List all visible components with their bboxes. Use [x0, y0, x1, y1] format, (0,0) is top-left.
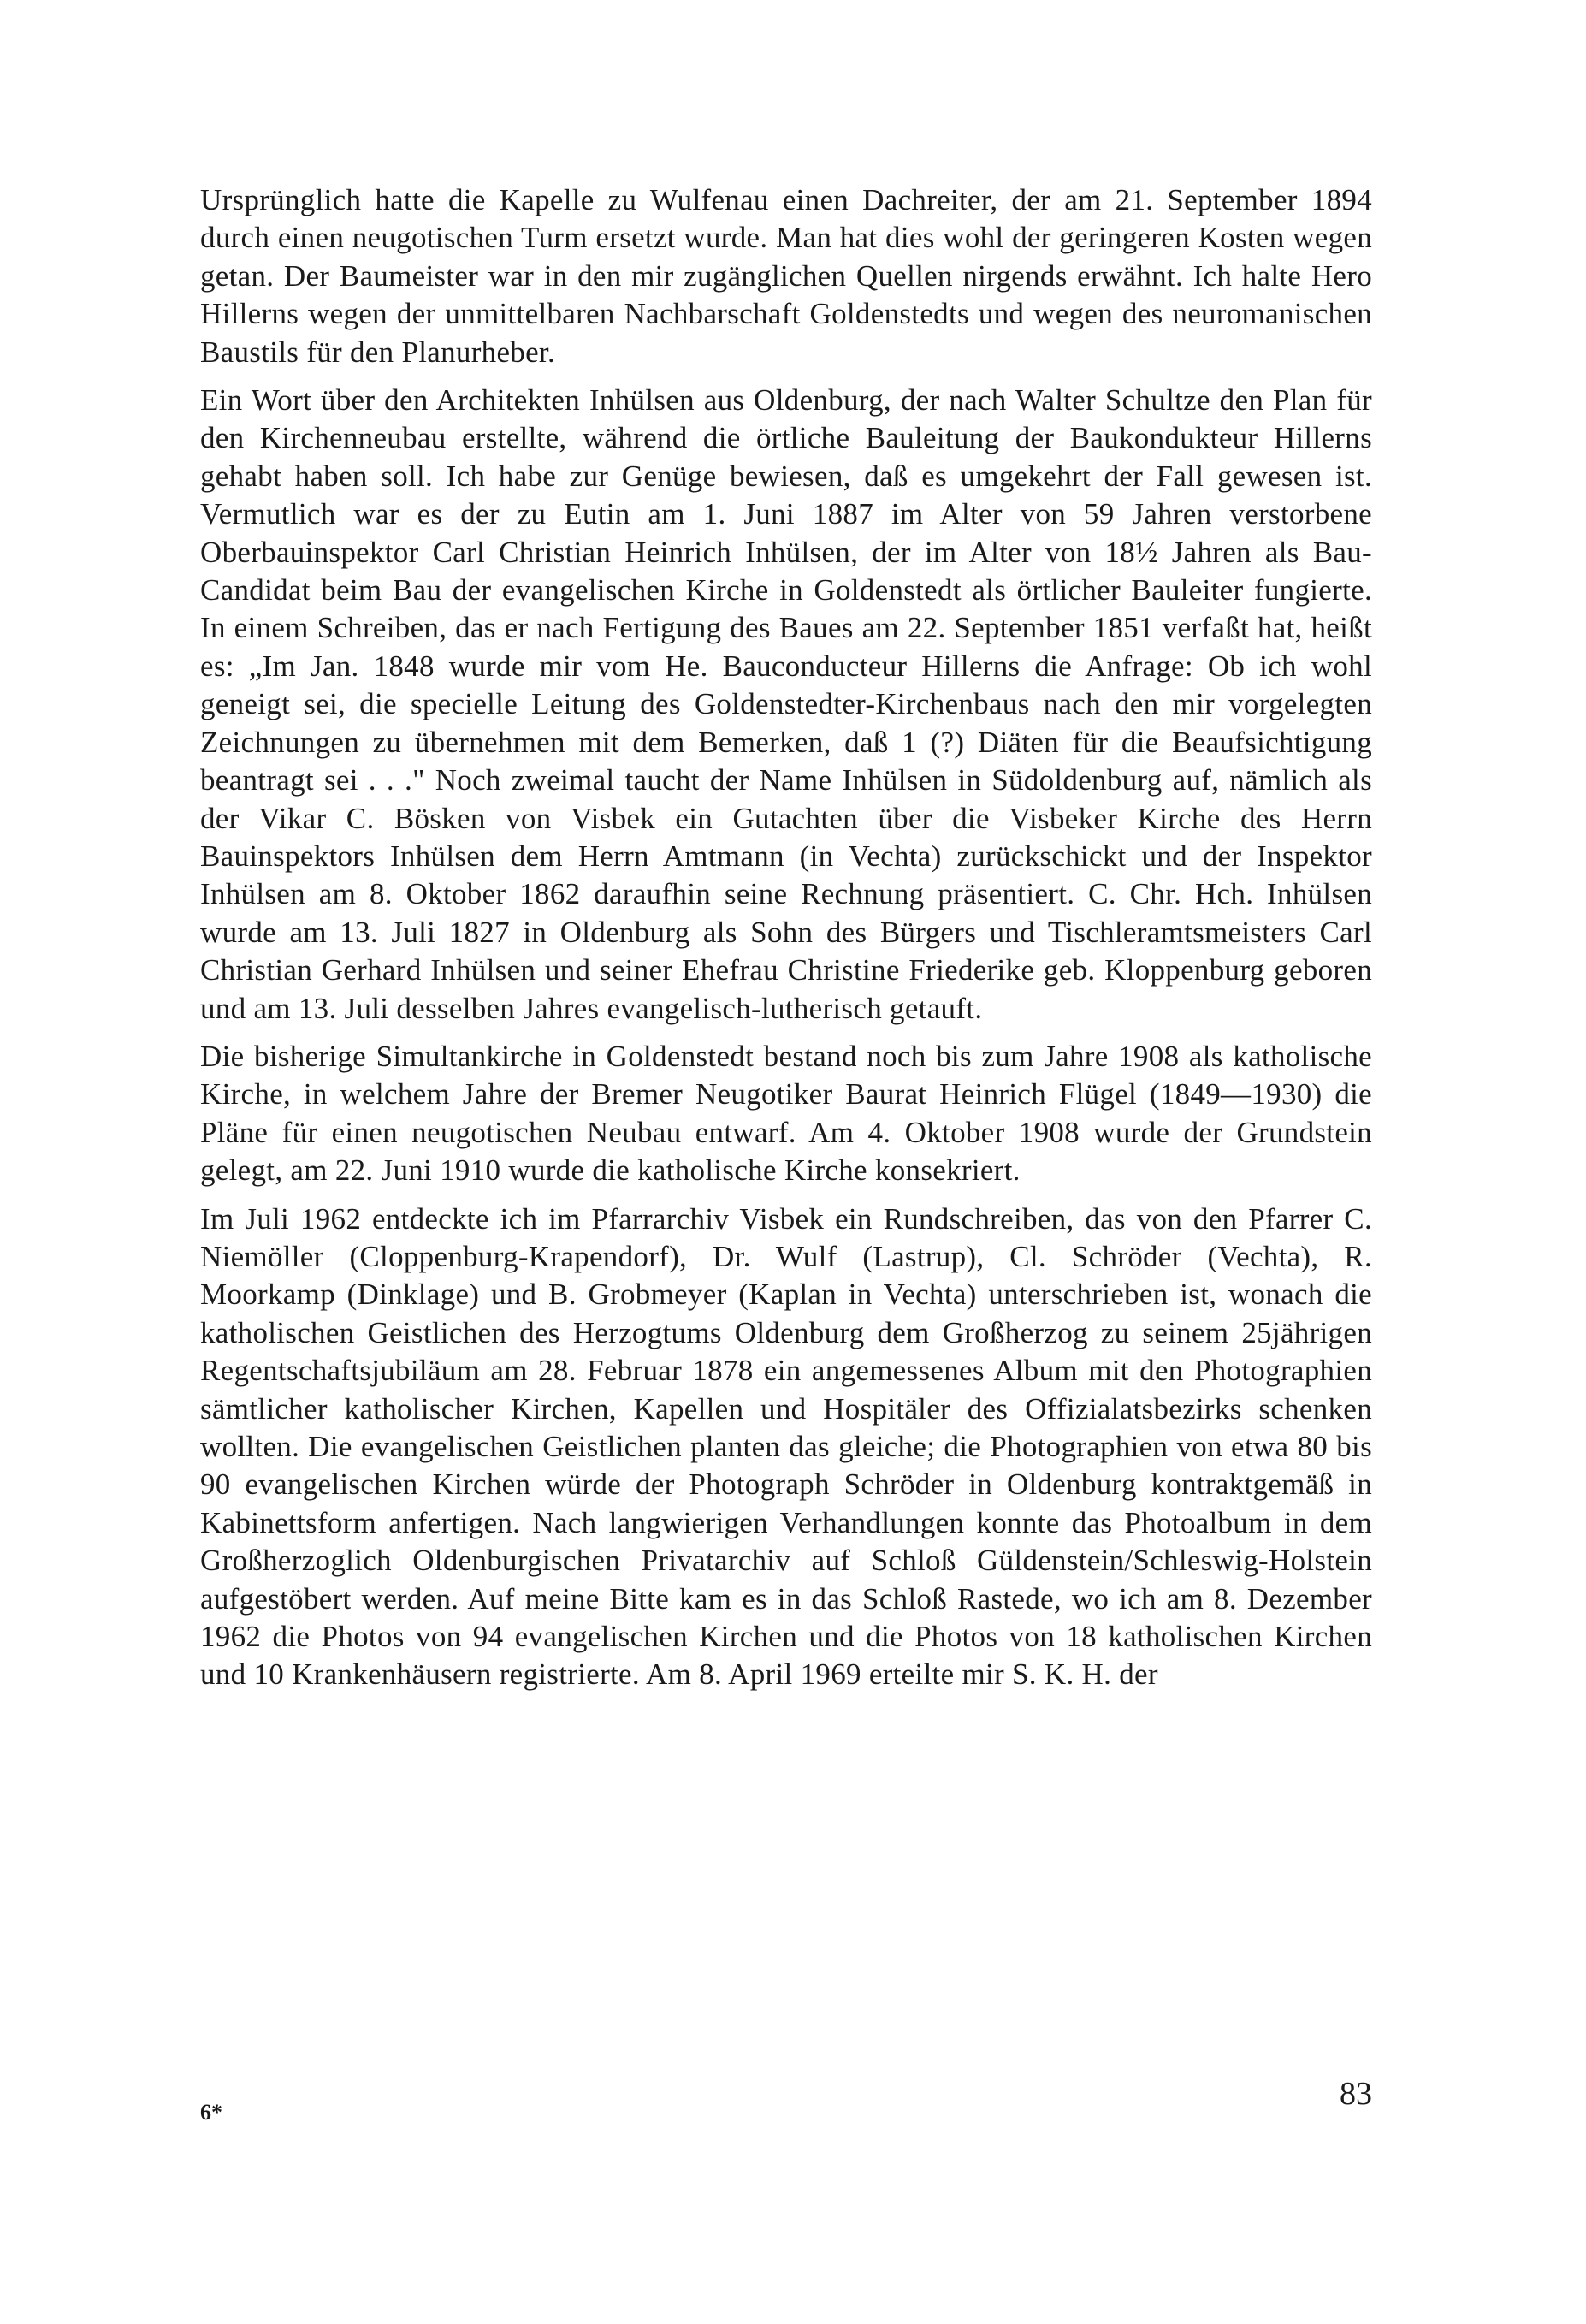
paragraph-architect-inhuelsen: Ein Wort über den Architekten Inhülsen aus Oldenburg, der nach Walter Schultze den Plan für den Kirchenneubau erstellte, während die örtliche Bauleitung der Baukondukteur Hillerns gehabt haben soll. Ich habe zur Genüge bewiesen, daß es umgekehrt der Fall gewesen ist. Vermutlich war es der zu Eutin am 1. Juni 1887 im Alter von 59 Jahren verstorbene Oberbauinspektor Carl Christian Heinrich Inhülsen, der im Alter von 18½ Jahren als Bau-Candidat beim Bau der evangelischen Kirche in Goldenstedt als örtlicher Bauleiter fungierte. In einem Schreiben, das er nach Fertigung des Baues am 22. September 1851 verfaßt hat, heißt es: „Im Jan. 1848 wurde mir vom He. Bauconducteur Hillerns die Anfrage: Ob ich wohl geneigt sei, die specielle Leitung des Goldenstedter-Kirchenbaus nach den mir vorgelegten Zeichnungen zu übernehmen mit dem Bemerken, daß 1 (?) Diäten für die Beaufsichtigung beantragt sei . . ." Noch zweimal taucht der Name Inhülsen in Südoldenburg auf, nämlich als der Vikar C. Bösken von Visbek ein Gutachten über die Visbeker Kirche des Herrn Bauinspektors Inhülsen dem Herrn Amtmann (in Vechta) zurückschickt und der Inspektor Inhülsen am 8. Oktober 1862 daraufhin seine Rechnung präsentiert. C. Chr. Hch. Inhülsen wurde am 13. Juli 1827 in Oldenburg als Sohn des Bürgers und Tischleramtsmeisters Carl Christian Gerhard Inhülsen und seiner Ehefrau Christine Friederike geb. Kloppenburg geboren und am 13. Juli desselben Jahres evangelisch-lutherisch getauft. [200, 383, 1372, 1025]
paragraph-photo-album: Im Juli 1962 entdeckte ich im Pfarrarchiv Visbek ein Rundschreiben, das von den Pfarrer C. Niemöller (Cloppenburg-Krapendorf), Dr. Wulf (Lastrup), Cl. Schröder (Vechta), R. Moorkamp (Dinklage) und B. Grobmeyer (Kaplan in Vechta) unterschrieben ist, wonach die katholischen Geistlichen des Herzogtums Oldenburg dem Großherzog zu seinem 25jährigen Regentschaftsjubiläum am 28. Februar 1878 ein angemessenes Album mit den Photographien sämtlicher katholischer Kirchen, Kapellen und Hospitäler des Offizialatsbezirks schenken wollten. Die evangelischen Geistlichen planten das gleiche; die Photographien von etwa 80 bis 90 evangelischen Kirchen würde der Photograph Schröder in Oldenburg kontraktgemäß in Kabinettsform anfertigen. Nach langwierigen Verhandlungen konnte das Photoalbum in dem Großherzoglich Oldenburgischen Privatarchiv auf Schloß Güldenstein/Schleswig-Holstein aufgestöbert werden. Auf meine Bitte kam es in das Schloß Rastede, wo ich am 8. Dezember 1962 die Photos von 94 evangelischen Kirchen und die Photos von 18 katholischen Kirchen und 10 Krankenhäusern registrierte. Am 8. April 1969 erteilte mir S. K. H. der [200, 1201, 1372, 1692]
body-text [200, 181, 1372, 1704]
printer-signature-mark: 6* [200, 2100, 222, 2125]
paragraph-simultankirche: Die bisherige Simultankirche in Goldenstedt bestand noch bis zum Jahre 1908 als katholische Kirche, in welchem Jahre der Bremer Neugotiker Baurat Heinrich Flügel (1849—1930) die Pläne für einen neugotischen Neubau entwarf. Am 4. Oktober 1908 wurde der Grundstein gelegt, am 22. Juni 1910 wurde die katholische Kirche konsekriert. [200, 1039, 1372, 1188]
paragraph-wulfenau-chapel: Ursprünglich hatte die Kapelle zu Wulfenau einen Dachreiter, der am 21. September 1894 durch einen neugotischen Turm ersetzt wurde. Man hat dies wohl der geringeren Kosten wegen getan. Der Baumeister war in den mir zugänglichen Quellen nirgends erwähnt. Ich halte Hero Hillerns wegen der unmittelbaren Nachbarschaft Goldenstedts und wegen des neuromanischen Baustils für den Planurheber. [200, 183, 1372, 369]
page-number: 83 [1340, 2076, 1372, 2112]
